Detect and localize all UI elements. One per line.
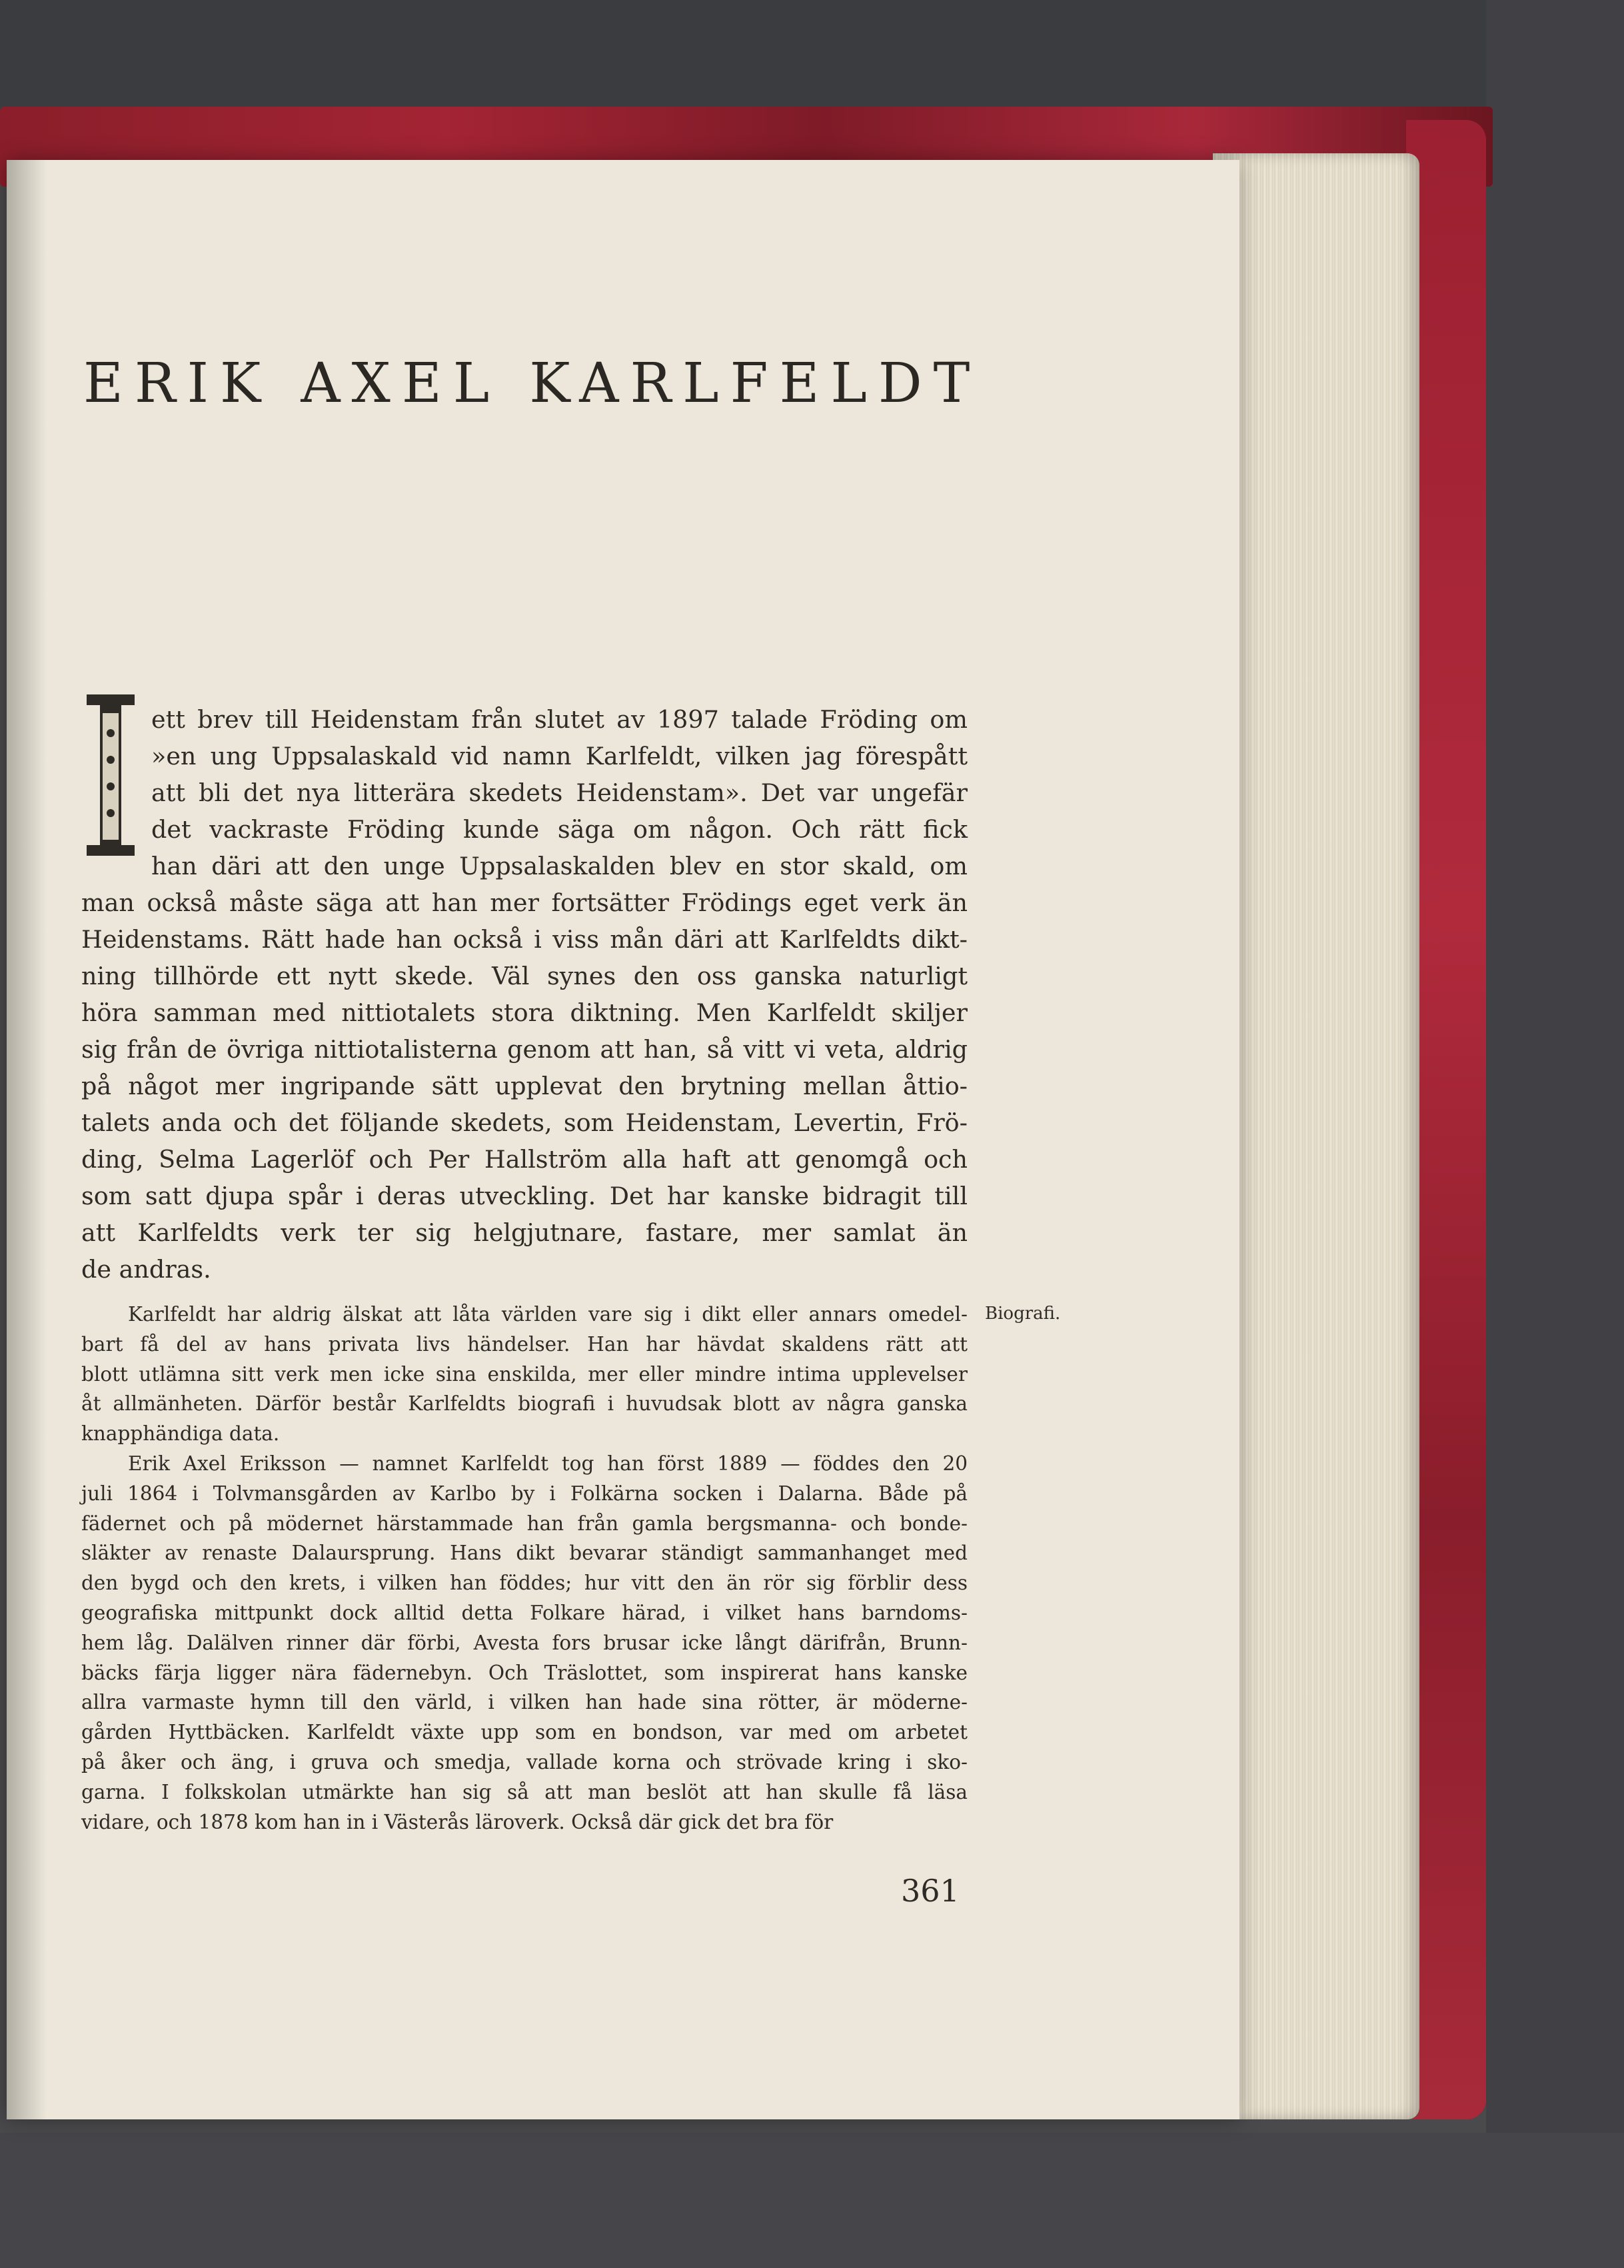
paragraph-line: ning tillhörde ett nytt skede. Väl synes den oss ganska naturligt bbox=[81, 962, 968, 990]
paragraph-line: Heidenstams. Rätt hade han också i viss mån däri att Karlfeldts dikt- bbox=[81, 925, 968, 954]
page-number: 361 bbox=[901, 1873, 960, 1909]
paragraph-line: »en ung Uppsalaskald vid namn Karlfeldt, vilken jag förespått bbox=[151, 742, 968, 770]
small-paragraph-line: blott utlämna sitt verk men icke sina enskilda, mer eller mindre intima upplevelser bbox=[81, 1362, 968, 1386]
small-paragraph-line: fädernet och på mödernet härstammade han från gamla bergsmanna- och bonde- bbox=[81, 1512, 968, 1535]
background-right bbox=[1486, 0, 1624, 2268]
small-paragraph-line: Karlfeldt har aldrig älskat att låta världen vare sig i dikt eller annars omedel- bbox=[128, 1303, 968, 1326]
paragraph-line: som satt djupa spår i deras utveckling. Det har kanske bidragit till bbox=[81, 1182, 968, 1210]
paragraph-line: det vackraste Fröding kunde säga om någon. Och rätt fick bbox=[151, 815, 968, 844]
paragraph-line: på något mer ingripande sätt upplevat den brytning mellan åttio- bbox=[81, 1072, 968, 1100]
small-paragraph-line: den bygd och den krets, i vilken han föddes; hur vitt den än rör sig förblir dess bbox=[81, 1572, 968, 1595]
small-print-section bbox=[81, 1300, 968, 1837]
paragraph-line: man också måste säga att han mer fortsätter Frödings eget verk än bbox=[81, 888, 968, 917]
background-bottom bbox=[0, 2133, 1624, 2268]
margin-note: Biografi. bbox=[985, 1304, 1061, 1324]
small-paragraph-line: allra varmaste hymn till den värld, i vilken han hade sina rötter, är möderne- bbox=[81, 1691, 968, 1714]
paragraph-line: talets anda och det följande skedets, som Heidenstam, Levertin, Frö- bbox=[81, 1108, 968, 1137]
paragraph-line: att Karlfeldts verk ter sig helgjutnare, fastare, mer samlat än bbox=[81, 1218, 968, 1247]
small-paragraph-line: bart få del av hans privata livs händelser. Han har hävdat skaldens rätt att bbox=[81, 1332, 968, 1356]
small-paragraph-line: bäcks färja ligger nära fädernebyn. Och Träslottet, som inspirerat hans kanske bbox=[81, 1661, 968, 1684]
small-paragraph-line: garna. I folkskolan utmärkte han sig så att man beslöt att han skulle få läsa bbox=[81, 1780, 968, 1803]
small-paragraph-line: vidare, och 1878 kom han in i Västerås läroverk. Också där gick det bra för bbox=[81, 1810, 834, 1833]
small-paragraph-line: gården Hyttbäcken. Karlfeldt växte upp som en bondson, var med om arbetet bbox=[81, 1721, 968, 1744]
small-paragraph-line: släkter av renaste Dalaursprung. Hans dikt bevarar ständigt sammanhanget med bbox=[81, 1542, 968, 1565]
page-block-edges bbox=[1213, 153, 1419, 2119]
small-paragraph-line: juli 1864 i Tolvmansgården av Karlbo by i Folkärna socken i Dalarna. Både på bbox=[81, 1482, 968, 1505]
paragraph-line: de andras. bbox=[81, 1255, 211, 1284]
small-paragraph-line: geografiska mittpunkt dock alltid detta Folkare härad, i vilket hans barndoms- bbox=[81, 1601, 968, 1624]
paragraph-line: sig från de övriga nittiotalisterna genom att han, så vitt vi veta, aldrig bbox=[81, 1035, 968, 1064]
paragraph-line: att bli det nya litterära skedets Heidenstam». Det var ungefär bbox=[151, 778, 968, 807]
gutter-shadow bbox=[7, 160, 47, 2119]
small-paragraph-line: på åker och äng, i gruva och smedja, vallade korna och strövade kring i sko- bbox=[81, 1750, 968, 1773]
small-paragraph-line: Erik Axel Eriksson — namnet Karlfeldt tog han först 1889 — föddes den 20 bbox=[128, 1452, 968, 1475]
paragraph-line: höra samman med nittiotalets stora diktning. Men Karlfeldt skiljer bbox=[81, 998, 968, 1027]
small-paragraph-line: hem låg. Dalälven rinner där förbi, Avesta fors brusar icke långt därifrån, Brunn- bbox=[81, 1631, 968, 1654]
paragraph-line: han däri att den unge Uppsalaskalden blev en stor skald, om bbox=[151, 852, 968, 880]
chapter-heading: ERIK AXEL KARLFELDT bbox=[83, 352, 982, 415]
small-paragraph-line: åt allmänheten. Därför består Karlfeldts biografi i huvudsak blott av några ganska bbox=[81, 1392, 968, 1416]
small-paragraph-line: knapphändiga data. bbox=[81, 1422, 280, 1446]
paragraph-line: ding, Selma Lagerlöf och Per Hallström alla haft att genomgå och bbox=[81, 1145, 968, 1174]
paragraph-line: ett brev till Heidenstam från slutet av 1897 talade Fröding om bbox=[151, 705, 968, 734]
main-paragraph bbox=[81, 701, 968, 1288]
